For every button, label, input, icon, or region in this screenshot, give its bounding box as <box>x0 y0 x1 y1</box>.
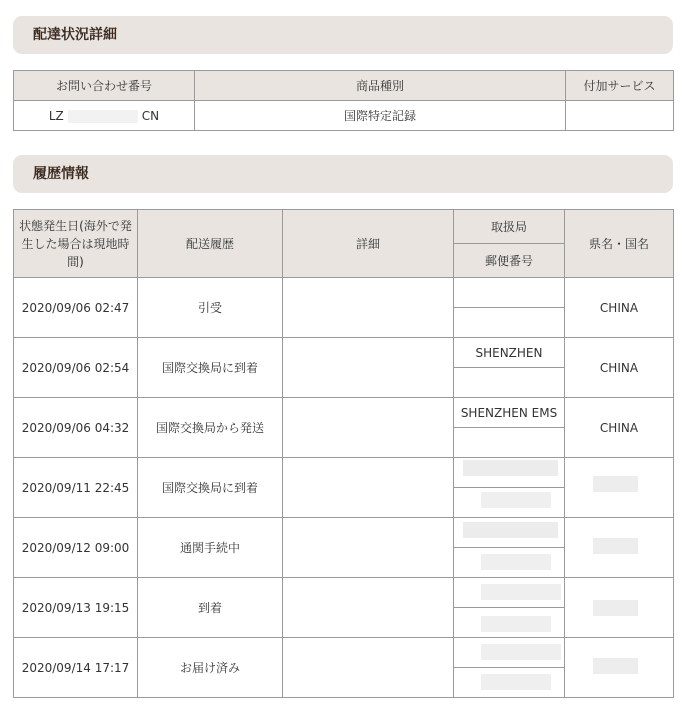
detail-cell <box>283 638 454 698</box>
detail-cell <box>283 518 454 578</box>
detail-cell <box>283 398 454 458</box>
status-cell: 通関手続中 <box>138 518 283 578</box>
status-cell: 国際交換局に到着 <box>138 458 283 518</box>
status-cell: 引受 <box>138 278 283 338</box>
date-cell: 2020/09/11 22:45 <box>14 458 138 518</box>
additional-service-cell <box>566 101 674 131</box>
inquiry-number-prefix: LZ <box>48 108 64 123</box>
office-cell: SHENZHEN EMS <box>454 398 565 428</box>
status-cell: お届け済み <box>138 638 283 698</box>
office-cell: SHENZHEN <box>454 338 565 368</box>
postal-code-cell <box>454 368 565 398</box>
date-cell: 2020/09/06 02:47 <box>14 278 138 338</box>
redacted-number <box>68 110 138 123</box>
region-cell: CHINA <box>565 278 674 338</box>
detail-cell <box>283 278 454 338</box>
inquiry-number-suffix: CN <box>141 108 160 123</box>
postal-code-cell <box>454 428 565 458</box>
detail-cell <box>283 338 454 398</box>
date-cell: 2020/09/13 19:15 <box>14 578 138 638</box>
detail-header: 詳細 <box>283 210 454 278</box>
detail-cell <box>283 578 454 638</box>
inquiry-number-cell <box>14 101 195 131</box>
region-cell: CHINA <box>565 398 674 458</box>
status-cell: 到着 <box>138 578 283 638</box>
inquiry-number-header: お問い合わせ番号 <box>14 71 195 101</box>
history-row <box>14 338 674 368</box>
detail-header-row <box>14 71 674 101</box>
history-title: 履歴情報 <box>13 155 673 193</box>
history-row <box>14 398 674 428</box>
region-header: 県名・国名 <box>565 210 674 278</box>
delivery-detail-title: 配達状況詳細 <box>13 16 673 54</box>
status-cell: 国際交換局から発送 <box>138 398 283 458</box>
detail-cell <box>283 458 454 518</box>
history-header-row <box>14 210 674 244</box>
date-cell: 2020/09/14 17:17 <box>14 638 138 698</box>
additional-service-header: 付加サービス <box>566 71 674 101</box>
date-cell: 2020/09/06 02:54 <box>14 338 138 398</box>
status-header: 配送履歴 <box>138 210 283 278</box>
detail-data-row <box>14 101 674 131</box>
region-cell: CHINA <box>565 338 674 398</box>
office-header: 取扱局 <box>454 210 565 244</box>
history-row <box>14 278 674 308</box>
status-cell: 国際交換局に到着 <box>138 338 283 398</box>
item-type-cell: 国際特定記録 <box>195 101 566 131</box>
date-cell: 2020/09/12 09:00 <box>14 518 138 578</box>
office-cell <box>454 278 565 308</box>
redaction-mosaic <box>453 458 653 698</box>
postal-code-cell <box>454 308 565 338</box>
date-cell: 2020/09/06 04:32 <box>14 398 138 458</box>
delivery-detail-table <box>13 70 674 131</box>
item-type-header: 商品種別 <box>195 71 566 101</box>
date-header: 状態発生日(海外で発生した場合は現地時間) <box>14 210 138 278</box>
postal-code-header: 郵便番号 <box>454 244 565 278</box>
